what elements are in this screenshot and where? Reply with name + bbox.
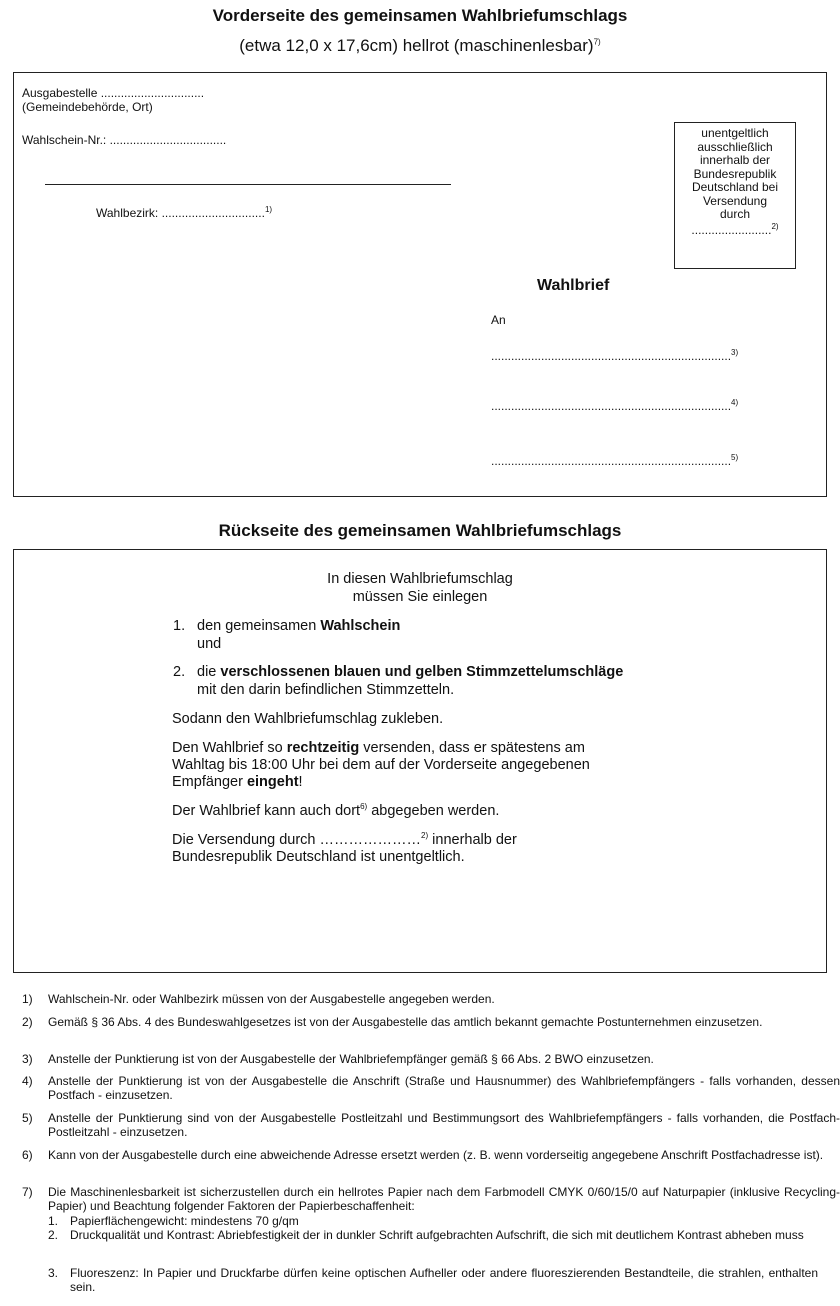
item-2-pre: die <box>197 664 221 680</box>
ausgabestelle-line: Ausgabestelle ............................... <box>22 86 205 100</box>
address-dots: ........................................................................ <box>491 349 732 363</box>
wahlbezirk-footnote-ref: 1) <box>264 205 273 214</box>
footnote-7-item-text: Druckqualität und Kontrast: Abriebfestigkeit der in dunkler Schrift aufgebrachten Aufschrift, die sich mit deutlichem Kontrast abheben muss <box>70 1228 804 1242</box>
eingeht-post: ! <box>298 774 303 790</box>
paragraph-versendung-1 <box>172 832 517 849</box>
item-1-text <box>197 618 400 635</box>
stamp-line: unentgeltlich <box>701 126 769 140</box>
footnote-text: Gemäß § 36 Abs. 4 des Bundeswahlgesetzes ist von der Ausgabestelle das amtlich bekannt gemachte Postunternehmen einzusetzen. <box>48 1015 763 1029</box>
back-intro-1 <box>0 571 840 588</box>
intro-text-1: In diesen Wahlbriefumschlag <box>327 571 513 587</box>
intro-text-2: müssen Sie einlegen <box>352 589 488 605</box>
address-footnote-ref: 3) <box>731 348 739 357</box>
stamp-line: Bundesrepublik <box>693 166 777 181</box>
footnote-number: 2) <box>22 1015 33 1029</box>
address-footnote-ref: 4) <box>731 398 739 407</box>
rechtzeitig-bold: rechtzeitig <box>286 740 360 756</box>
footnote-text: Kann von der Ausgabestelle durch eine abweichende Adresse ersetzt werden (z. B. wenn vorderseitig angegebene Anschrift Postfachadresse ist). <box>48 1148 824 1162</box>
stamp-line: Deutschland bei <box>691 180 779 194</box>
address-dots: ........................................................................ <box>491 399 732 413</box>
address-line-city <box>491 453 739 468</box>
page-subtitle <box>0 36 840 56</box>
rechtzeitig-post: versenden, dass er spätestens am <box>359 740 585 756</box>
paragraph-dort <box>172 803 499 820</box>
an-label: An <box>491 313 506 327</box>
stamp-line: ausschließlich <box>697 139 773 154</box>
back-title: Rückseite des gemeinsamen Wahlbriefumschlags <box>218 521 622 540</box>
eingeht-pre: Empfänger <box>172 774 247 790</box>
address-line-street <box>491 398 739 413</box>
footnote-number: 5) <box>22 1111 33 1125</box>
separator-line <box>45 184 451 185</box>
footnote-7-item-text: Papierflächengewicht: mindestens 70 g/qm <box>70 1214 299 1228</box>
footnote-text: Wahlschein-Nr. oder Wahlbezirk müssen von der Ausgabestelle angegeben werden. <box>48 992 495 1006</box>
stamp-dots: ........................ <box>691 222 772 237</box>
item-1-bold: Wahlschein <box>320 618 401 634</box>
wahlbezirk-line <box>96 206 272 220</box>
stamp-footnote-ref: 2) <box>771 221 779 231</box>
footnote-text: Anstelle der Punktierung ist von der Ausgabestelle die Anschrift (Straße und Hausnummer) des Wahlbriefempfängers - falls vorhanden, dessen Postfach - einzusetzen. <box>48 1074 840 1102</box>
footnote-7-item-number: 1. <box>48 1214 59 1228</box>
versendung-post: innerhalb der <box>428 832 517 848</box>
item-1-number: 1. <box>173 618 186 634</box>
back-intro-2 <box>0 589 840 606</box>
footnote-text: Die Maschinenlesbarkeit ist sicherzustellen durch ein hellrotes Papier nach dem Farbmodell CMYK 0/60/15/0 auf Naturpapier (inklusive Recycling-Papier) und Beachtung folgender Faktoren der Papierbeschaffenheit: <box>48 1185 840 1213</box>
footnote-number: 7) <box>22 1185 33 1199</box>
wahlschein-nr-line: Wahlschein-Nr.: ................................... <box>22 133 227 147</box>
gemeindebehoerde-label: (Gemeindebehörde, Ort) <box>22 100 153 114</box>
address-line-recipient <box>491 348 739 363</box>
footnote-text: Anstelle der Punktierung sind von der Ausgabestelle Postleitzahl und Bestimmungsort des Wahlbriefempfängers - falls vorhanden, die Postfach-Postleitzahl - einzusetzen. <box>48 1111 840 1139</box>
item-2-line-2: mit den darin befindlichen Stimmzetteln. <box>197 682 455 698</box>
footnote-number: 6) <box>22 1148 33 1162</box>
footnote-number: 4) <box>22 1074 33 1088</box>
paragraph-rechtzeitig-2: Wahltag bis 18:00 Uhr bei dem auf der Vorderseite angegebenen <box>172 757 590 773</box>
wahlbrief-heading: Wahlbrief <box>537 277 610 294</box>
paragraph-rechtzeitig-3 <box>172 774 303 791</box>
dort-footnote-ref: 6) <box>360 802 368 812</box>
paragraph-rechtzeitig-1 <box>172 740 585 757</box>
footnote-7-item-number: 3. <box>48 1266 59 1280</box>
page-title: Vorderseite des gemeinsamen Wahlbriefumschlags <box>212 6 628 25</box>
footnote-7-item-number: 2. <box>48 1228 59 1242</box>
versendung-pre: Die Versendung durch ………………… <box>172 832 422 848</box>
rechtzeitig-pre: Den Wahlbrief so <box>172 740 287 756</box>
stamp-line: Versendung <box>702 193 768 208</box>
address-footnote-ref: 5) <box>731 453 739 462</box>
item-1-und: und <box>197 636 222 652</box>
item-2-bold: verschlossenen blauen und gelben Stimmzettelumschläge <box>220 664 624 680</box>
item-1-pre: den gemeinsamen <box>197 618 321 634</box>
address-dots: ........................................................................ <box>491 454 732 468</box>
stamp-line: innerhalb der <box>699 153 771 167</box>
item-2-text <box>197 664 623 681</box>
footnote-7-item-text: Fluoreszenz: In Papier und Druckfarbe dürfen keine optischen Aufheller oder andere fluoreszierenden Bestandteile, die strahlen, enthalten sein. <box>70 1266 818 1294</box>
wahlbezirk-text: Wahlbezirk: ............................... <box>96 206 265 220</box>
postage-box <box>674 122 796 269</box>
stamp-line: durch <box>719 207 751 221</box>
subtitle-text: (etwa 12,0 x 17,6cm) hellrot (maschinenlesbar) <box>239 36 594 55</box>
stamp-dots-line <box>675 221 795 238</box>
footnote-text: Anstelle der Punktierung ist von der Ausgabestelle der Wahlbriefempfänger gemäß § 66 Abs. 2 BWO einzusetzen. <box>48 1052 654 1066</box>
paragraph-versendung-2: Bundesrepublik Deutschland ist unentgeltlich. <box>172 849 465 865</box>
dort-post: abgegeben werden. <box>367 803 500 819</box>
dort-pre: Der Wahlbrief kann auch dort <box>172 803 361 819</box>
paragraph-sodann: Sodann den Wahlbriefumschlag zukleben. <box>172 711 444 727</box>
item-2-number: 2. <box>173 664 186 680</box>
versendung-footnote-ref: 2) <box>421 831 429 841</box>
footnote-number: 3) <box>22 1052 33 1066</box>
eingeht-bold: eingeht <box>246 774 299 790</box>
subtitle-footnote-ref: 7) <box>593 37 601 47</box>
footnote-number: 1) <box>22 992 33 1006</box>
